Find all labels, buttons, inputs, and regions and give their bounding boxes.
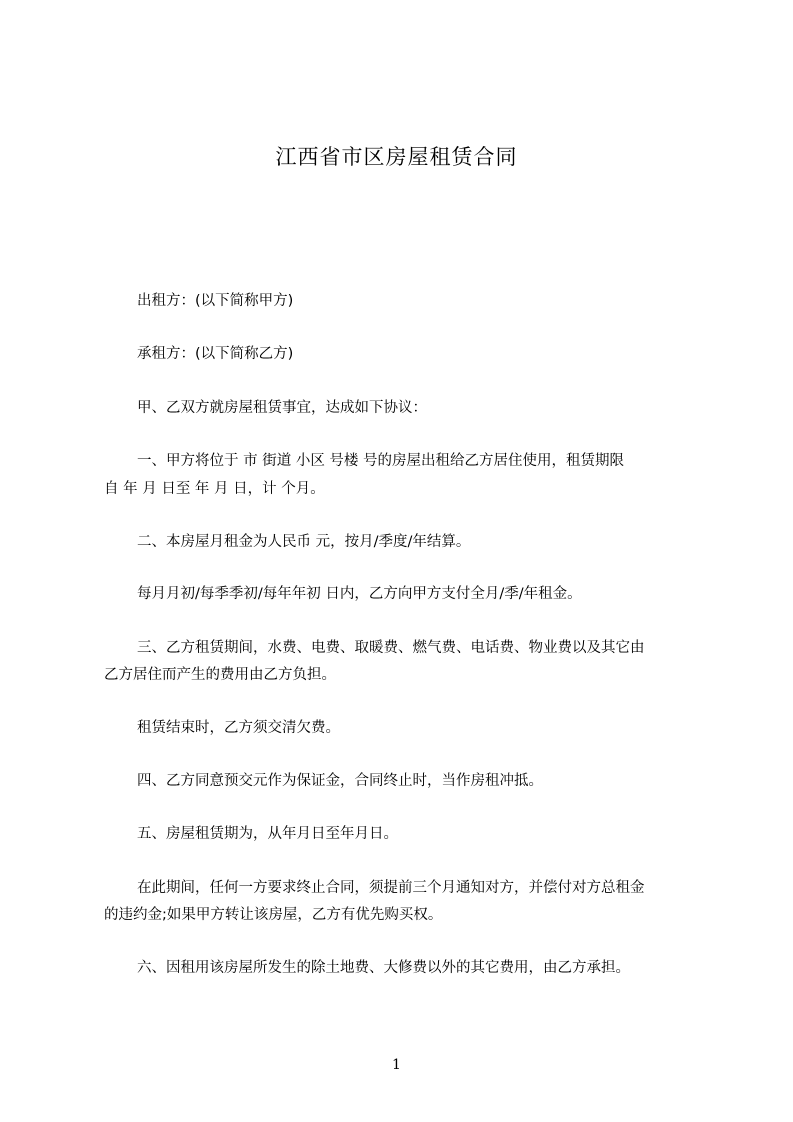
agreement-intro: 甲、乙双方就房屋租赁事宜，达成如下协议： (137, 400, 427, 416)
document-title: 江西省市区房屋租赁合同 (275, 145, 518, 169)
clause-5: 五、房屋租赁期为，从年月日至年月日。 (137, 826, 398, 842)
clause-1-line-2: 自 年 月 日至 年 月 日，计 个月。 (104, 481, 325, 497)
clause-6: 六、因租用该房屋所发生的除土地费、大修费以外的其它费用，由乙方承担。 (137, 960, 630, 976)
lessor-line: 出租方：(以下简称甲方) (137, 293, 294, 309)
clause-4: 四、乙方同意预交元作为保证金，合同终止时，当作房租冲抵。 (137, 773, 543, 789)
lessee-line: 承租方：(以下简称乙方) (137, 346, 294, 362)
clause-5-termination-line-1: 在此期间，任何一方要求终止合同，须提前三个月通知对方，并偿付对方总租金 (137, 880, 645, 896)
clause-2: 二、本房屋月租金为人民币 元，按月/季度/年结算。 (137, 534, 471, 550)
clause-3-settlement: 租赁结束时，乙方须交清欠费。 (137, 720, 340, 736)
clause-3-line-1: 三、乙方租赁期间，水费、电费、取暖费、燃气费、电话费、物业费以及其它由 (137, 640, 645, 656)
page-number: 1 (392, 1057, 401, 1073)
clause-5-termination-line-2: 的违约金;如果甲方转让该房屋，乙方有优先购买权。 (104, 907, 443, 923)
clause-3-line-2: 乙方居住而产生的费用由乙方负担。 (104, 667, 336, 683)
clause-1-line-1: 一、甲方将位于 市 街道 小区 号楼 号的房屋出租给乙方居住使用，租赁期限 (137, 453, 625, 469)
clause-2-payment: 每月月初/每季季初/每年年初 日内，乙方向甲方支付全月/季/年租金。 (137, 586, 582, 602)
